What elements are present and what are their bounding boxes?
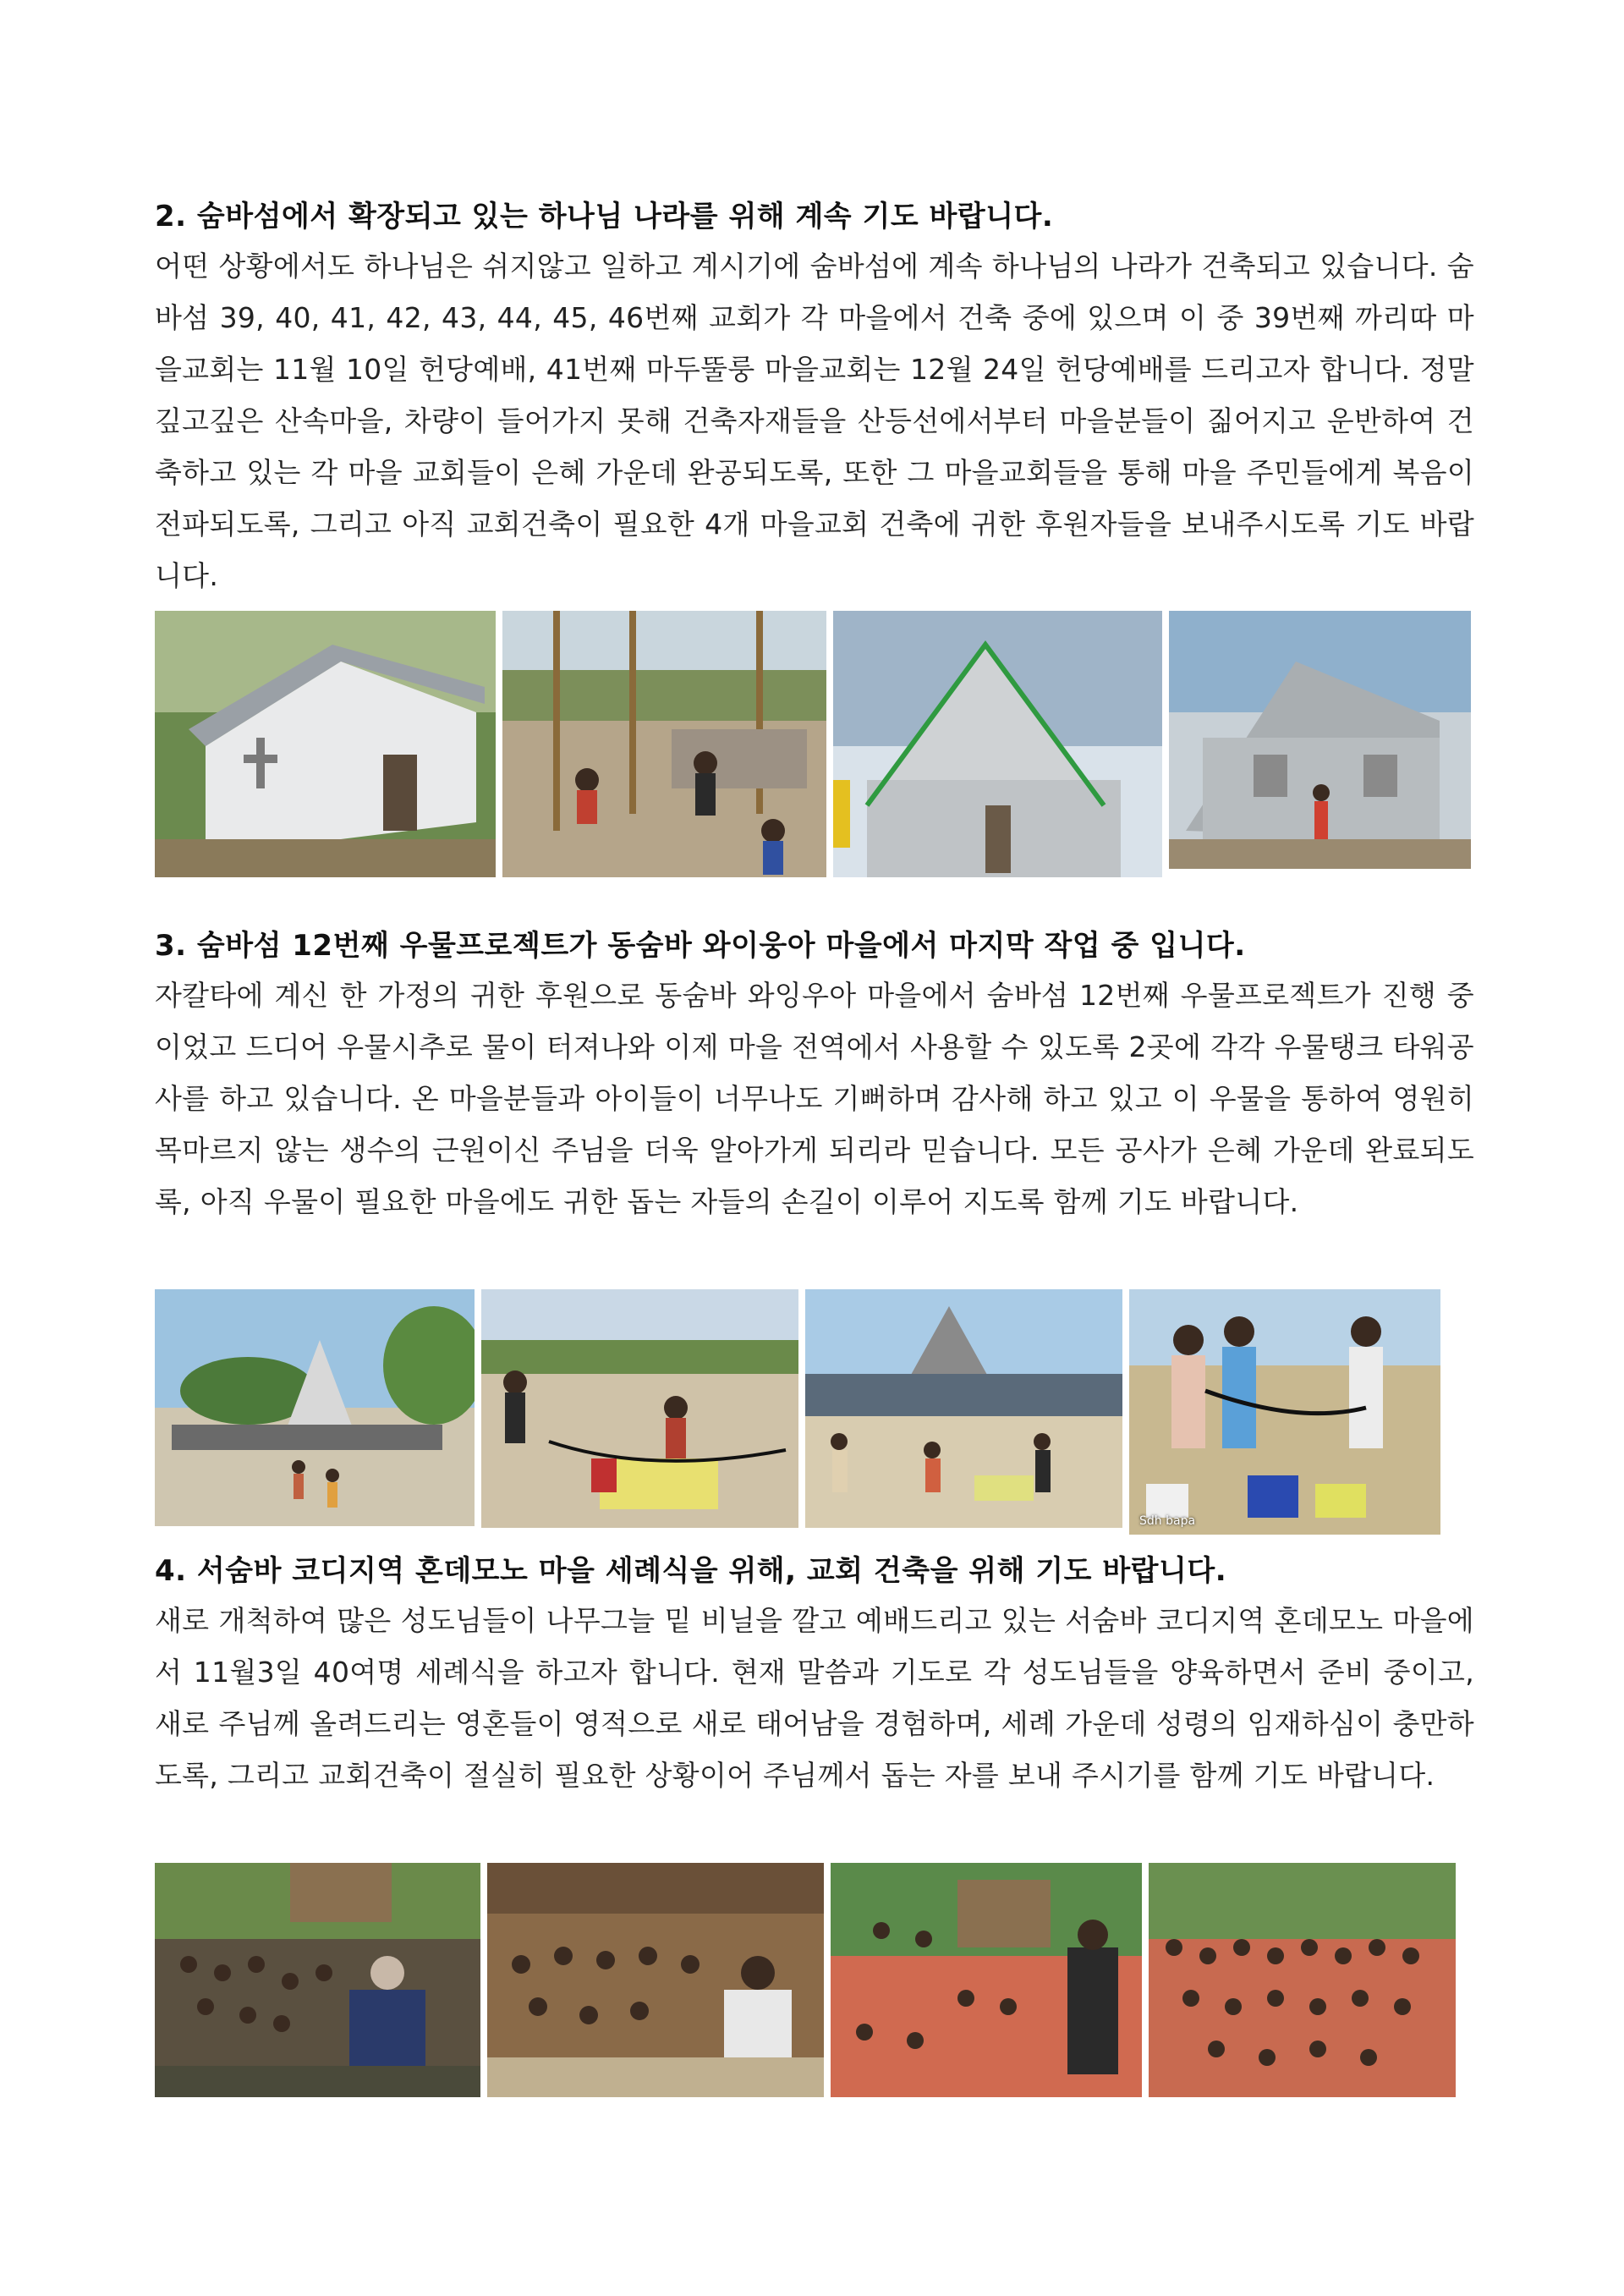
photo-village-houses — [155, 1289, 475, 1526]
photo-row-baptism-congregation — [155, 1863, 1456, 2097]
photo-village-gathering — [805, 1289, 1122, 1528]
section-heading: 3. 숨바섬 12번째 우물프로젝트가 동숨바 와이웅아 마을에서 마지막 작업 중 입니다. — [155, 929, 1246, 963]
prayer-section-3 — [155, 926, 1474, 1228]
photo-men-with-hose — [1129, 1289, 1440, 1535]
photo-church-frame — [833, 611, 1162, 877]
photo-row-church-construction — [155, 611, 1471, 877]
prayer-section-4 — [155, 1551, 1474, 1801]
section-body: 자칼타에 계신 한 가정의 귀한 후원으로 동숨바 와잉우아 마을에서 숨바섬 12번째 우물프로젝트가 진행 중 이었고 드디어 우물시추로 물이 터져나와 이제 마을 전역에서 사용할 수 있도록 2곳에 각각 우물탱크 타워공사를 하고 있습니다. 온 마을분들과 아이들이 너무나도 기뻐하며 감사해 하고 있고 이 우물을 통하여 영원히 목마르지 않는 생수의 근원이신 주님을 더욱 알아가게 되리라 믿습니다. 모든 공사가 은혜 가운데 완료되도록, 아직 우물이 필요한 마을에도 귀한 돕는 자들의 손길이 이루어 지도록 함께 기도 바랍니다. — [155, 979, 1474, 1218]
photo-congregation-under-roof — [487, 1863, 824, 2097]
section-body: 어떤 상황에서도 하나님은 쉬지않고 일하고 계시기에 숨바섬에 계속 하나님의 나라가 건축되고 있습니다. 숨바섬 39, 40, 41, 42, 43, 44, 45, 46번째 교회가 각 마을에서 건축 중에 있으며 이 중 39번째 까리따 마을교회는 11월 10일 헌당예배, 41번째 마두뚤룽 마을교회는 12월 24일 헌당예배를 드리고자 합니다. 정말 깊고깊은 산속마을, 차량이 들어가지 못해 건축자재들을 산등선에서부터 마을분들이 짊어지고 운반하여 건축하고 있는 각 마을 교회들이 은혜 가운데 완공되도록, 또한 그 마을교회들을 통해 마을 주민들에게 복음이 전파되도록, 그리고 아직 교회건축이 필요한 4개 마을교회 건축에 귀한 후원자들을 보내주시도록 기도 바랍니다. — [155, 250, 1474, 592]
prayer-section-2 — [155, 196, 1474, 601]
photo-row-well-project — [155, 1289, 1440, 1535]
photo-workers-building — [502, 611, 826, 877]
section-body: 새로 개척하여 많은 성도님들이 나무그늘 밑 비닐을 깔고 예배드리고 있는 서숨바 코디지역 혼데모노 마을에서 11월3일 40여명 세례식을 하고자 합니다. 현재 말씀과 기도로 각 성도님들을 양육하면서 준비 중이고, 새로 주님께 올려드리는 영혼들이 영적으로 새로 태어남을 경험하며, 세례 가운데 성령의 임재하심이 충만하도록, 그리고 교회건축이 절실히 필요한 상황이어 주님께서 돕는 자를 보내 주시기를 함께 기도 바랍니다. — [155, 1604, 1474, 1792]
photo-caption: Sdh bapa — [1139, 1514, 1196, 1528]
photo-white-church — [155, 611, 496, 877]
section-heading: 4. 서숨바 코디지역 혼데모노 마을 세례식을 위해, 교회 건축을 위해 기도 바랍니다. — [155, 1554, 1227, 1588]
photo-worship-gathering — [831, 1863, 1142, 2097]
photo-children-seated — [1149, 1863, 1456, 2097]
photo-congregation-outdoor — [155, 1863, 480, 2097]
section-heading: 2. 숨바섬에서 확장되고 있는 하나님 나라를 위해 계속 기도 바랍니다. — [155, 200, 1054, 233]
photo-concrete-church — [1169, 611, 1471, 869]
photo-water-containers — [481, 1289, 798, 1528]
